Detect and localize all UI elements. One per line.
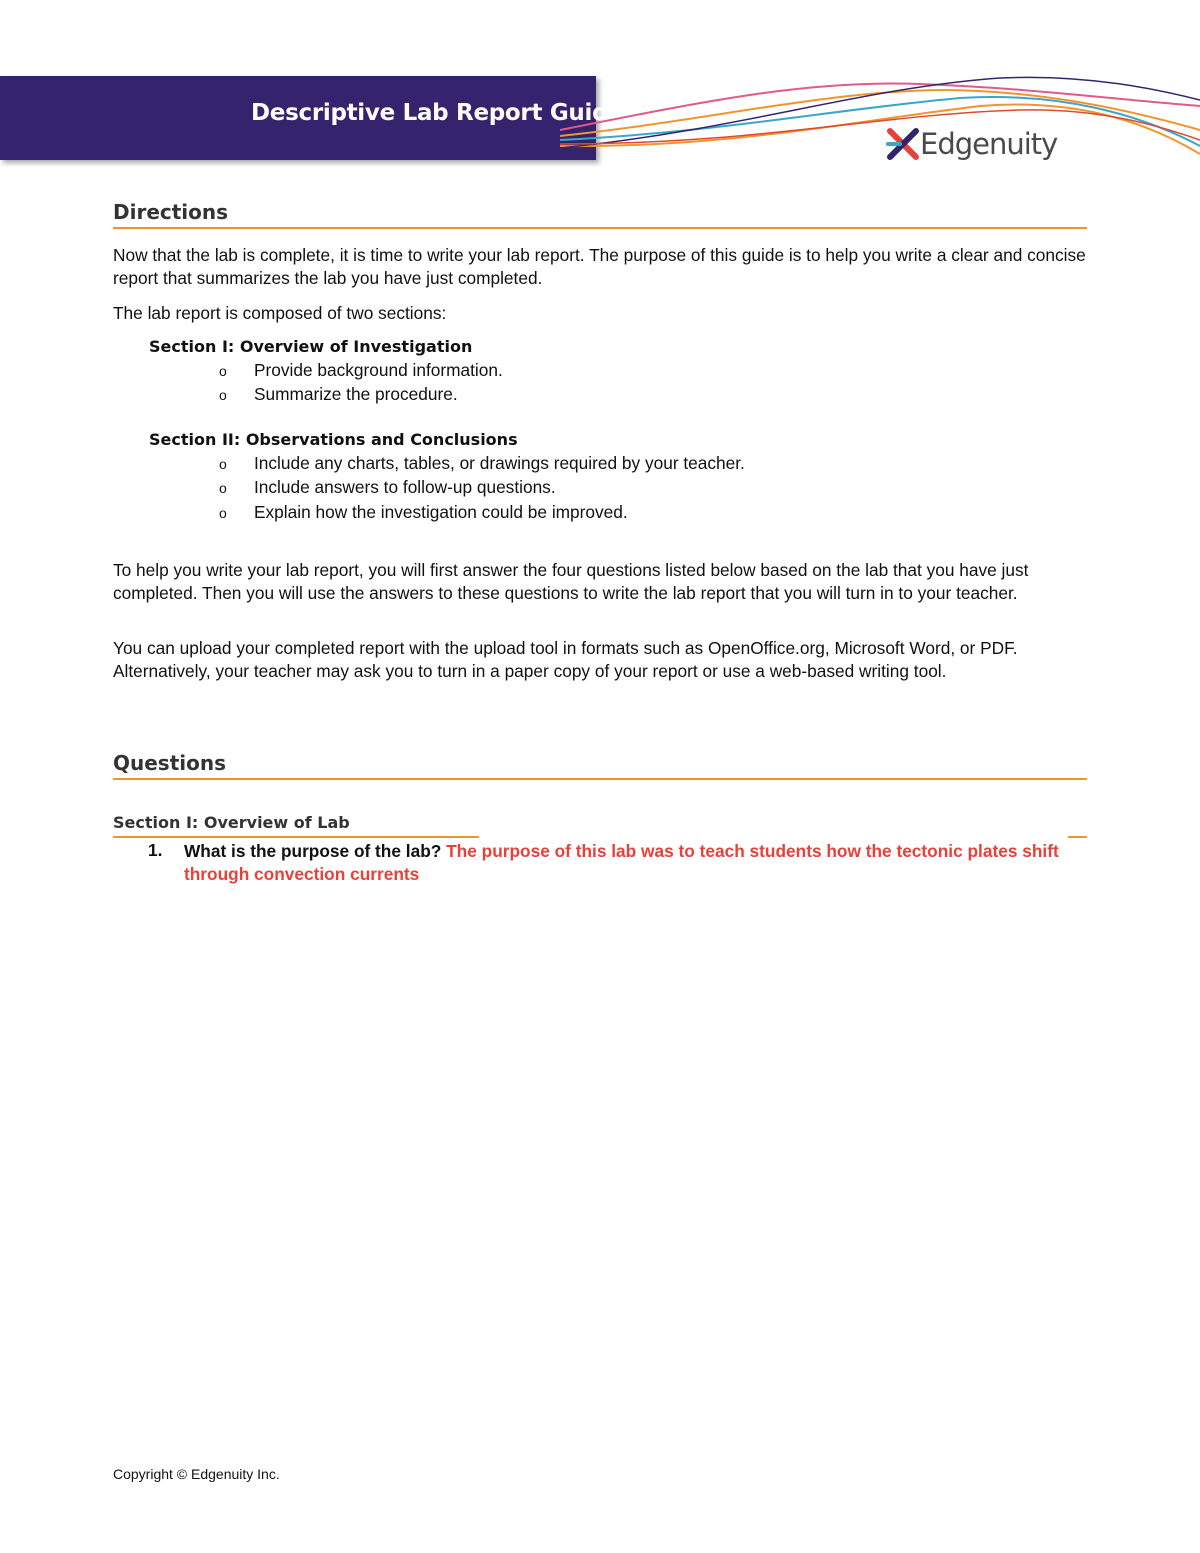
directions-intro: Now that the lab is complete, it is time to write your lab report. The purpose of this guide is to help you write a clear and concise report that summarizes the lab you have just completed.: [113, 245, 1086, 288]
bullet-marker: o: [219, 456, 227, 472]
questions-heading: Questions: [113, 751, 1087, 780]
list-item: [219, 359, 503, 382]
list-item: [219, 383, 458, 406]
upload-paragraph: You can upload your completed report with the upload tool in formats such as OpenOffice.org, Microsoft Word, or PDF. Alternatively, your teacher may ask you to turn in a paper copy of your report or use a web-based writing tool.: [113, 638, 1018, 681]
list-item: [219, 452, 745, 475]
list-item: [219, 501, 628, 524]
document-title: Descriptive Lab Report Guide: [251, 100, 624, 126]
bullet-marker: o: [219, 480, 227, 496]
bullet-marker: o: [219, 363, 227, 379]
directions-heading: Directions: [113, 200, 1087, 229]
decorative-waves: [560, 70, 1200, 160]
bullet-text: Explain how the investigation could be improved.: [254, 502, 628, 522]
bullet-text: Provide background information.: [254, 360, 503, 380]
bullet-text: Include answers to follow-up questions.: [254, 477, 556, 497]
question-text: What is the purpose of the lab?: [184, 841, 442, 861]
edgenuity-logo: [886, 124, 1057, 164]
answer-text[interactable]: The purpose of this lab was to teach students how the tectonic plates shift through convection currents: [184, 841, 1059, 884]
list-item: [219, 476, 556, 499]
questions-section1-title: Section I: Overview of Lab: [113, 813, 479, 838]
section-underline-tail: [1068, 836, 1087, 838]
bullet-marker: o: [219, 387, 227, 403]
question-number: 1.: [148, 840, 163, 860]
logo-brand-text: Edgenuity: [920, 127, 1058, 161]
edgenuity-x-icon: [886, 127, 920, 161]
copyright-footer: Copyright © Edgenuity Inc.: [113, 1466, 280, 1482]
section2-title: Section II: Observations and Conclusions: [149, 430, 518, 449]
question-1: [184, 840, 1084, 886]
section1-title: Section I: Overview of Investigation: [149, 337, 473, 356]
help-paragraph: To help you write your lab report, you will first answer the four questions listed below based on the lab that you have just completed. Then you will use the answers to these questions to write the lab report that you will turn in to your teacher.: [113, 560, 1029, 603]
bullet-text: Include any charts, tables, or drawings required by your teacher.: [254, 453, 745, 473]
composed-text: The lab report is composed of two sections:: [113, 303, 447, 323]
bullet-text: Summarize the procedure.: [254, 384, 458, 404]
logo-wordmark: [920, 127, 1057, 161]
bullet-marker: o: [219, 505, 227, 521]
